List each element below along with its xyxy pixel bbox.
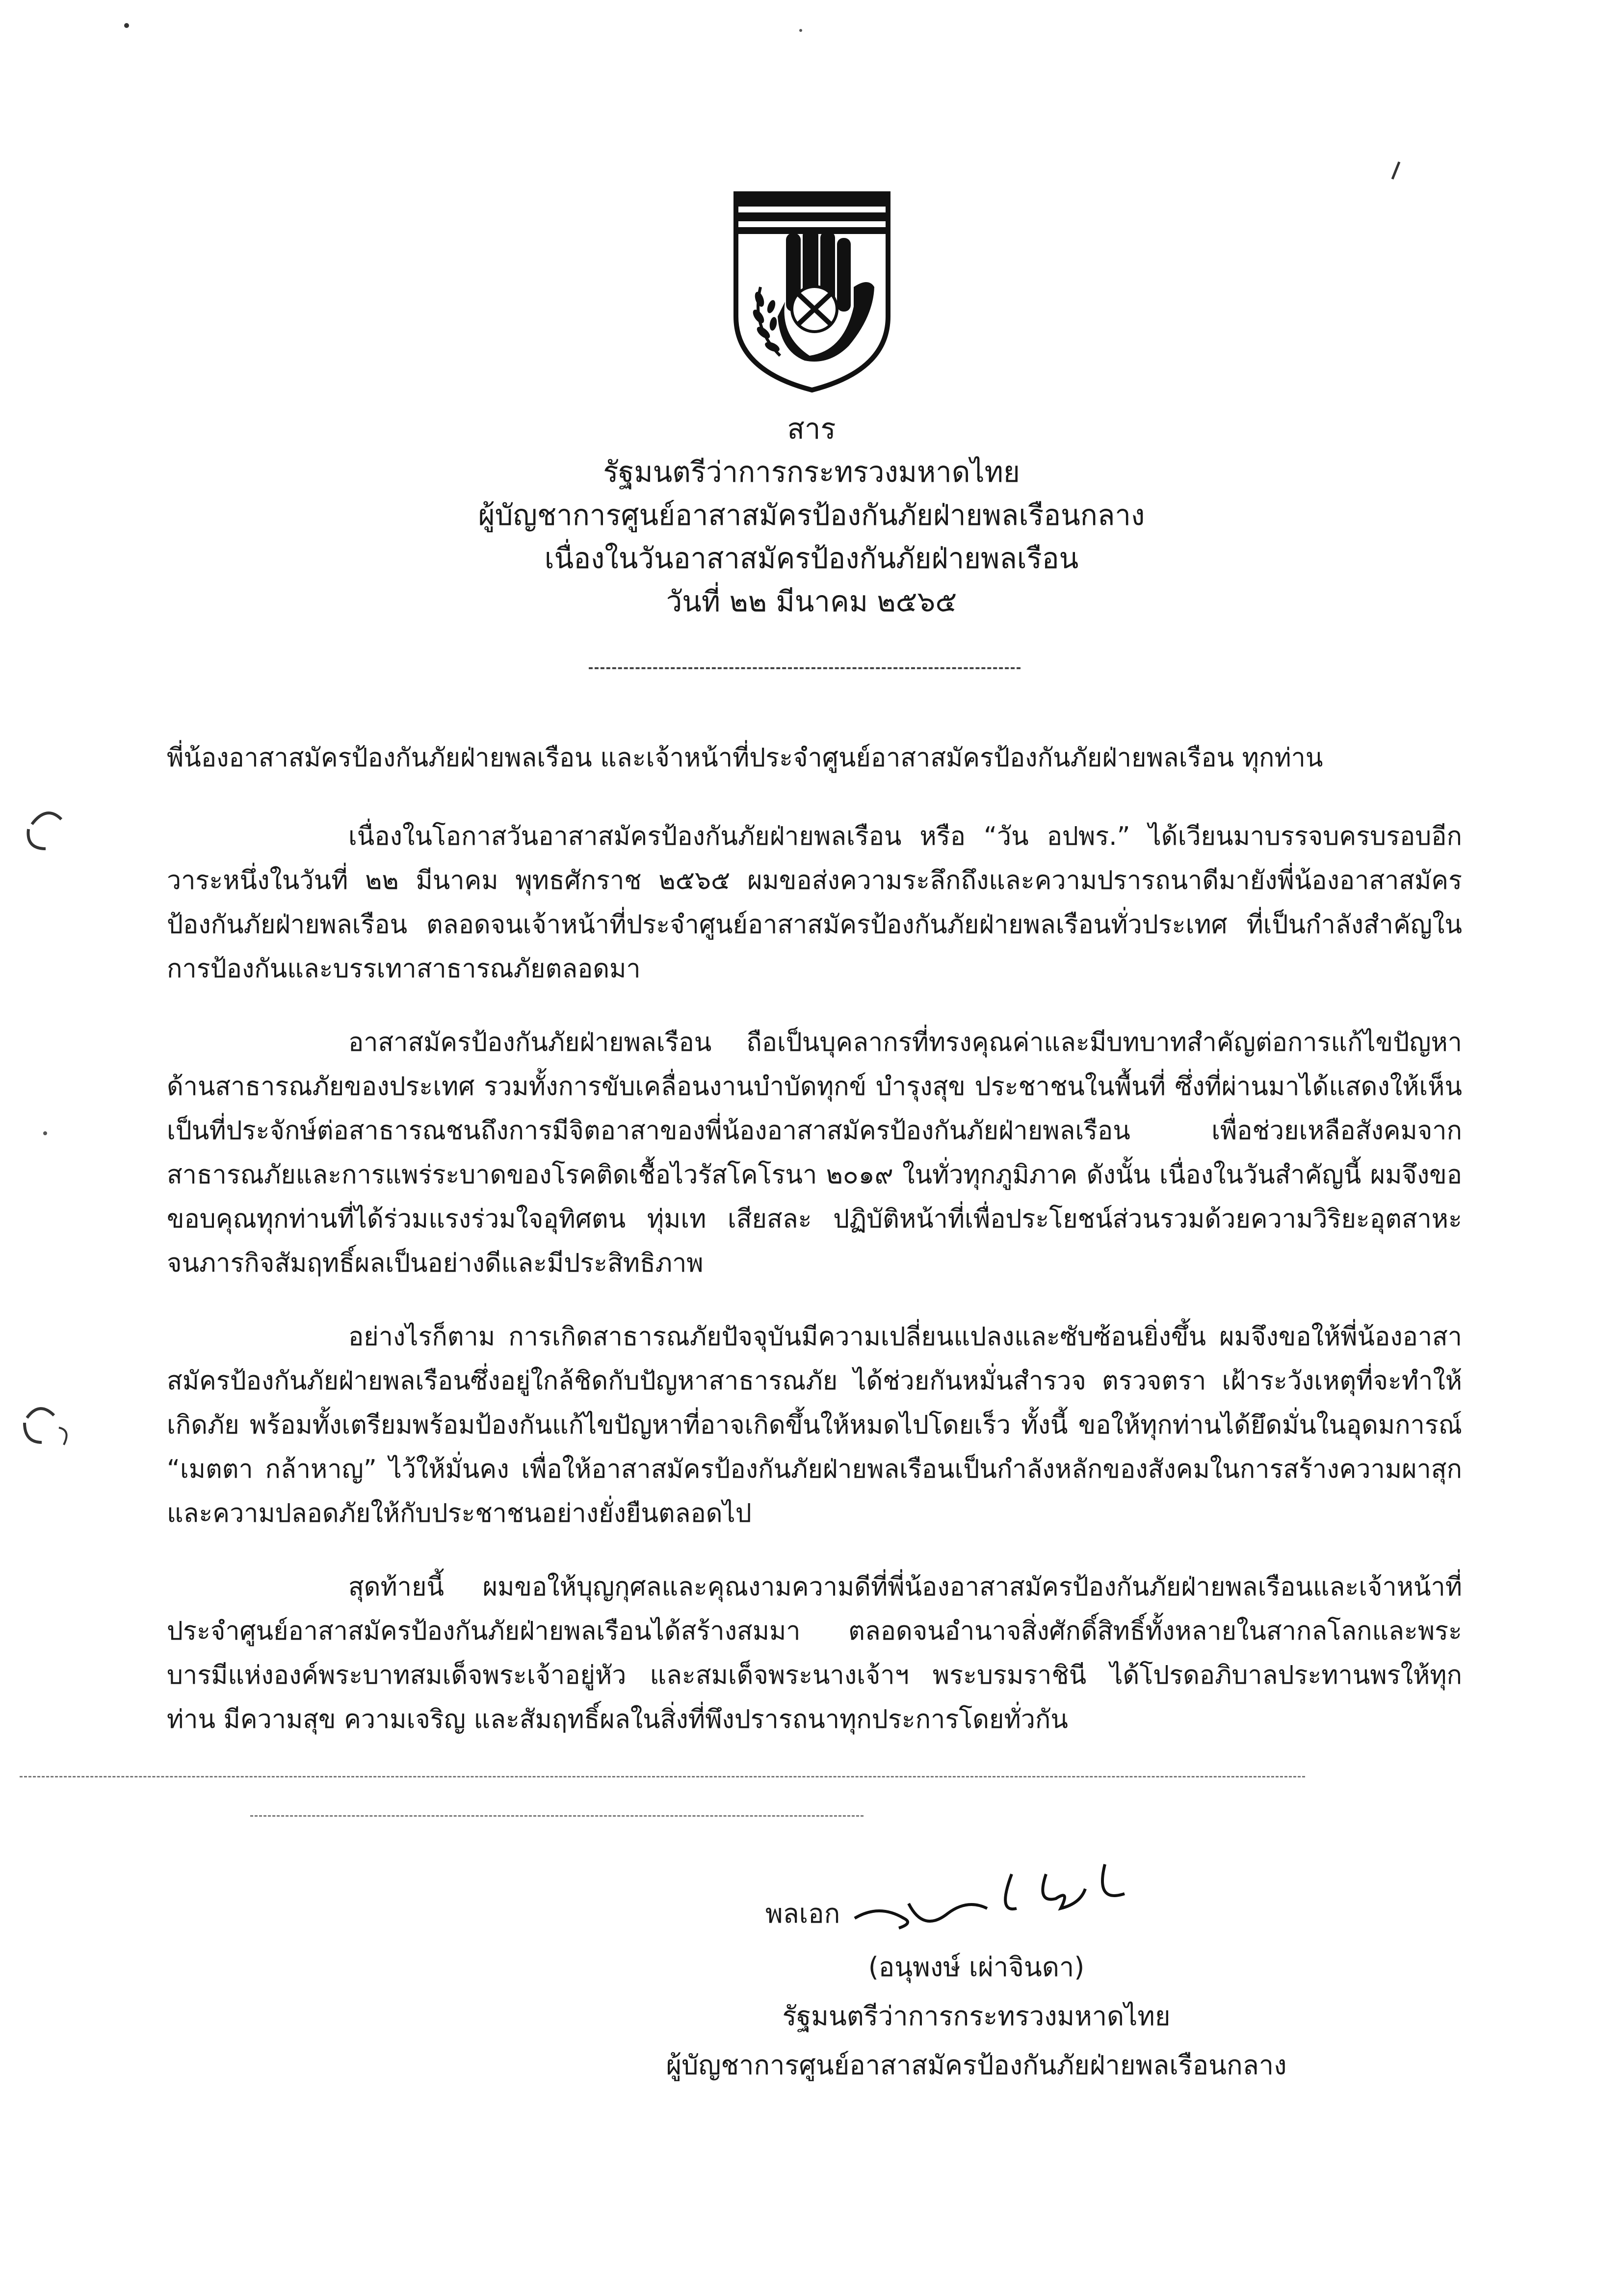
paragraph-2: อาสาสมัครป้องกันภัยฝ่ายพลเรือน ถือเป็นบุคลากรที่ทรงคุณค่าและมีบทบาทสำคัญต่อการแก้ไขปัญหาด้านสาธารณภัยของประเทศ รวมทั้งการขับเคลื่อนงานบำบัดทุกข์ บำรุงสุข ประชาชนในพื้นที่ ซึ่งที่ผ่านมาได้แสดงให้เห็นเป็นที่ประจักษ์ต่อสาธารณชนถึงการมีจิตอาสาของพี่น้องอาสาสมัครป้องกันภัยฝ่ายพลเรือน เพื่อช่วยเหลือสังคมจากสาธารณภัยและการแพร่ระบาดของโรคติดเชื้อไวรัสโคโรนา ๒๐๑๙ ในทั่วทุกภูมิภาค ดังนั้น เนื่องในวันสำคัญนี้ ผมจึงขอขอบคุณทุกท่านที่ได้ร่วมแรงร่วมใจอุทิศตน ทุ่มเท เสียสละ ปฏิบัติหน้าที่เพื่อประโยชน์ส่วนรวมด้วยความวิริยะอุตสาหะ จนภารกิจสัมฤทธิ์ผลเป็นอย่างดีและมีประสิทธิภาพ <box>167 1028 1462 1278</box>
handwritten-signature <box>850 1845 1164 1943</box>
signature-line <box>765 1884 1164 1943</box>
heading-occasion: เนื่องในวันอาสาสมัครป้องกันภัยฝ่ายพลเรือน <box>544 542 1079 575</box>
scan-dashed-line <box>20 1776 1305 1777</box>
scan-dashed-line <box>250 1815 864 1817</box>
signatory-title-commander: ผู้บัญชาการศูนย์อาสาสมัครป้องกันภัยฝ่ายพลเรือนกลาง <box>666 2050 1287 2081</box>
civil-defence-volunteer-emblem-icon <box>731 189 893 395</box>
heading-minister-title: รัฐมนตรีว่าการกระทรวงมหาดไทย <box>603 455 1020 489</box>
paragraph-3: อย่างไรก็ตาม การเกิดสาธารณภัยปัจจุบันมีความเปลี่ยนแปลงและซับซ้อนยิ่งขึ้น ผมจึงขอให้พี่น้องอาสาสมัครป้องกันภัยฝ่ายพลเรือนซึ่งอยู่ใกล้ชิดกับปัญหาสาธารณภัย ได้ช่วยกันหมั่นสำรวจ ตรวจตรา เฝ้าระวังเหตุที่จะทำให้เกิดภัย พร้อมทั้งเตรียมพร้อมป้องกันแก้ไขปัญหาที่อาจเกิดขึ้นให้หมดไปโดยเร็ว ทั้งนี้ ขอให้ทุกท่านได้ยึดมั่นในอุดมการณ์ “เมตตา กล้าหาญ” ไว้ให้มั่นคง เพื่อให้อาสาสมัครป้องกันภัยฝ่ายพลเรือนเป็นกำลังหลักของสังคมในการสร้างความผาสุกและความปลอดภัยให้กับประชาชนอย่างยั่งยืนตลอดไป <box>167 1322 1462 1528</box>
heading-commander-title: ผู้บัญชาการศูนย์อาสาสมัครป้องกันภัยฝ่ายพลเรือนกลาง <box>478 498 1145 532</box>
heading-divider <box>589 667 1021 669</box>
heading-date: วันที่ ๒๒ มีนาคม ๒๕๖๕ <box>666 585 957 618</box>
paragraph-1: เนื่องในโอกาสวันอาสาสมัครป้องกันภัยฝ่ายพลเรือน หรือ “วัน อปพร.” ได้เวียนมาบรรจบครบรอบอีกวาระหนึ่งในวันที่ ๒๒ มีนาคม พุทธศักราช ๒๕๖๕ ผมขอส่งความระลึกถึงและความปรารถนาดีมายังพี่น้องอาสาสมัครป้องกันภัยฝ่ายพลเรือน ตลอดจนเจ้าหน้าที่ประจำศูนย์อาสาสมัครป้องกันภัยฝ่ายพลเรือนทั่วประเทศ ที่เป็นกำลังสำคัญในการป้องกันและบรรเทาสาธารณภัยตลอดมา <box>167 822 1462 984</box>
heading-message: สาร <box>787 412 836 445</box>
letter-body <box>167 736 1462 1742</box>
signature-rank: พลเอก <box>765 1898 840 1929</box>
letter-heading <box>0 407 1623 623</box>
paragraph-4: สุดท้ายนี้ ผมขอให้บุญกุศลและคุณงามความดีที่พี่น้องอาสาสมัครป้องกันภัยฝ่ายพลเรือนและเจ้าหน้าที่ประจำศูนย์อาสาสมัครป้องกันภัยฝ่ายพลเรือนได้สร้างสมมา ตลอดจนอำนาจสิ่งศักดิ์สิทธิ์ทั้งหลายในสากลโลกและพระบารมีแห่งองค์พระบาทสมเด็จพระเจ้าอยู่หัว และสมเด็จพระนางเจ้าฯ พระบรมราชินี ได้โปรดอภิบาลประทานพรให้ทุกท่าน มีความสุข ความเจริญ และสัมฤทธิ์ผลในสิ่งที่พึงปรารถนาทุกประการโดยทั่วกัน <box>167 1572 1462 1734</box>
signature-block <box>589 1943 1364 2090</box>
signatory-title-minister: รัฐมนตรีว่าการกระทรวงมหาดไทย <box>782 2001 1171 2032</box>
salutation: พี่น้องอาสาสมัครป้องกันภัยฝ่ายพลเรือน และเจ้าหน้าที่ประจำศูนย์อาสาสมัครป้องกันภัยฝ่ายพลเรือน ทุกท่าน <box>167 743 1323 773</box>
signatory-name: (อนุพงษ์ เผ่าจินดา) <box>868 1952 1085 1983</box>
